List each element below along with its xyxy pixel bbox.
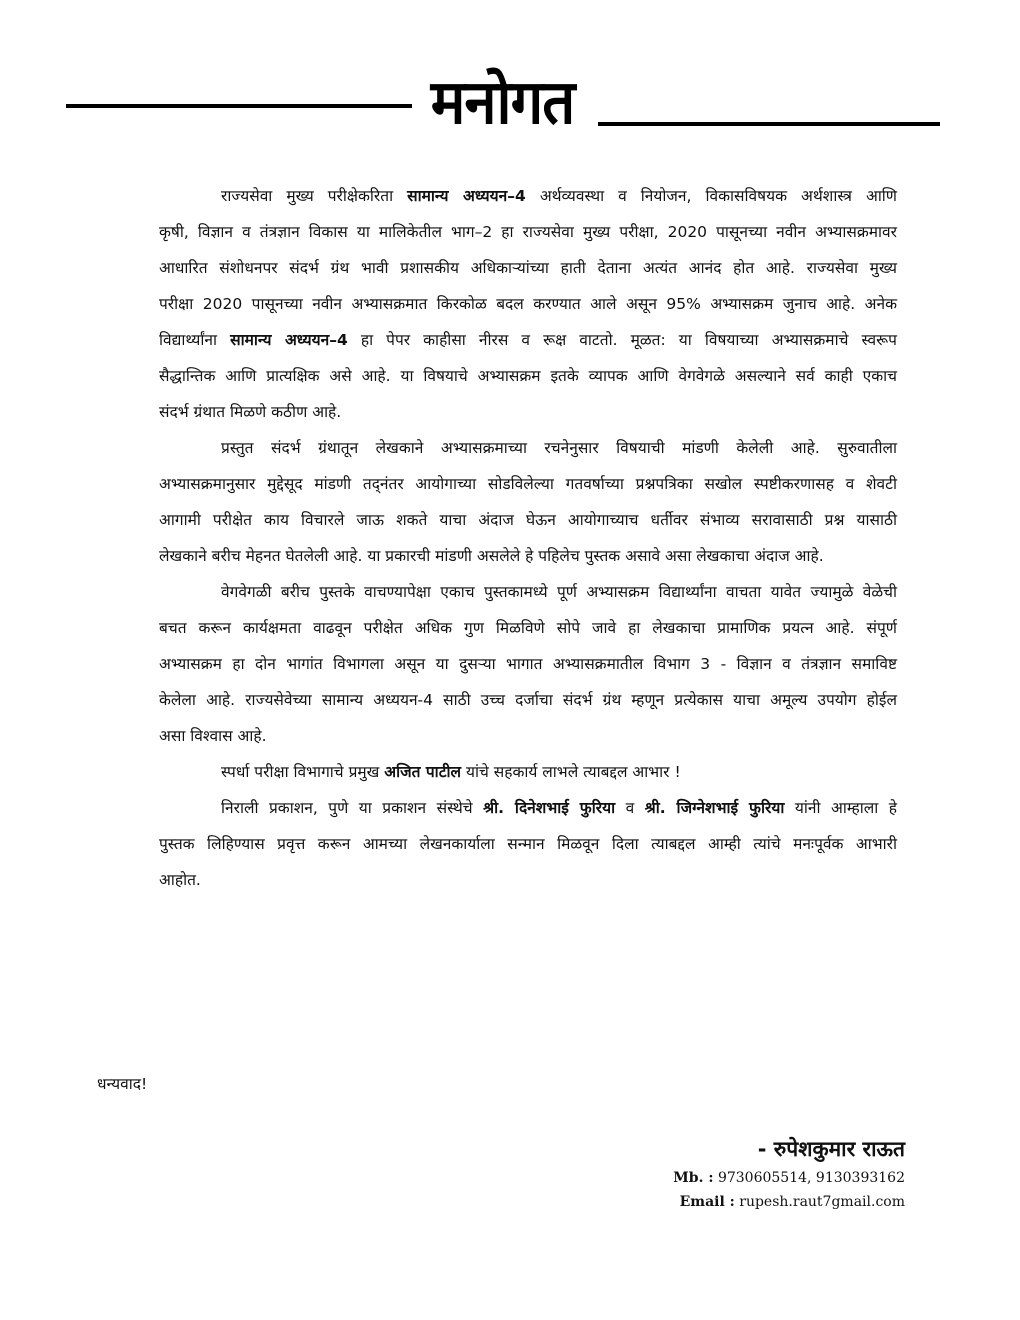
text-line — [97, 754, 897, 790]
text-line — [97, 718, 897, 754]
text-run: सैद्धान्तिक आणि प्रात्यक्षिक असे आहे. या विषयाचे अभ्यासक्रम इतके व्यापक आणि वेगवेगळे असल्याने सर्व काही एकाच — [159, 367, 897, 385]
mobile-line — [673, 1166, 905, 1190]
author-name: - रुपेशकुमार राऊत — [757, 1137, 905, 1161]
text-run: परीक्षा 2020 पासूनच्या नवीन अभ्यासक्रमात किरकोळ बदल करण्यात आले असून 95% अभ्यासक्रम जुनाच आहे. अनेक — [159, 295, 897, 313]
text-run: अभ्यासक्रम हा दोन भागांत विभागला असून या दुसऱ्या भागात अभ्यासक्रमातील विभाग 3 - विज्ञान व तंत्रज्ञान समाविष्ट — [159, 655, 897, 673]
paragraph — [97, 790, 897, 898]
text-line — [97, 502, 897, 538]
text-line — [97, 178, 897, 214]
text-line — [97, 610, 897, 646]
preface-body — [97, 178, 897, 898]
text-run: बचत करून कार्यक्षमता वाढवून परीक्षेत अधिक गुण मिळविणे सोपे जावे हा लेखकाचा प्रामाणिक प्रयत्न आहे. संपूर्ण — [159, 619, 897, 637]
email-value: rupesh.raut7gmail.com — [739, 1194, 905, 1210]
text-line — [97, 214, 897, 250]
bold-text: श्री. जिग्नेशभाई फुरिया — [644, 799, 785, 817]
text-line — [97, 538, 897, 574]
text-run: आधारित संशोधनपर संदर्भ ग्रंथ भावी प्रशासकीय अधिकाऱ्यांच्या हाती देताना अत्यंत आनंद होत आहे. राज्यसेवा मुख्य — [159, 259, 897, 277]
paragraph — [97, 574, 897, 754]
text-line — [97, 574, 897, 610]
text-run: संदर्भ ग्रंथात मिळणे कठीण आहे. — [159, 403, 342, 421]
text-run: पुस्तक लिहिण्यास प्रवृत्त करून आमच्या लेखनकार्याला सन्मान मिळवून दिला त्याबद्दल आम्ही त्यांचे मनःपूर्वक आभारी — [159, 835, 897, 853]
closing-thanks: धन्यवाद! — [97, 1075, 148, 1093]
text-run: हा पेपर काहीसा नीरस व रूक्ष वाटतो. मूळत: या विषयाच्या अभ्यासक्रमाचे स्वरूप — [347, 331, 897, 349]
text-line — [97, 394, 897, 430]
text-run: आहोत. — [159, 871, 201, 889]
paragraph — [97, 178, 897, 430]
text-run: प्रस्तुत संदर्भ ग्रंथातून लेखकाने अभ्यासक्रमाच्या रचनेनुसार विषयाची मांडणी केलेली आहे. सुरुवातीला — [221, 439, 897, 457]
text-run: वेगवेगळी बरीच पुस्तके वाचण्यापेक्षा एकाच पुस्तकामध्ये पूर्ण अभ्यासक्रम विद्यार्थ्यांना वाचता यावेत ज्यामुळे वेळेची — [221, 583, 897, 601]
bold-text: अजित पाटील — [384, 763, 462, 781]
text-run: यांचे सहकार्य लाभले त्याबद्दल आभार ! — [461, 763, 681, 781]
text-run: केलेला आहे. राज्यसेवेच्या सामान्य अध्ययन-4 साठी उच्च दर्जाचा संदर्भ ग्रंथ म्हणून प्रत्येकास याचा अमूल्य उपयोग होईल — [159, 691, 897, 709]
bold-text: सामान्य अध्ययन–4 — [407, 187, 526, 205]
text-run: अर्थव्यवस्था व नियोजन, विकासविषयक अर्थशास्त्र आणि — [525, 187, 898, 205]
email-label: Email : — [679, 1194, 735, 1210]
text-line — [97, 430, 897, 466]
text-run: राज्यसेवा मुख्य परीक्षेकरिता — [221, 187, 408, 205]
mobile-label: Mb. : — [673, 1170, 714, 1186]
paragraph — [97, 754, 897, 790]
bold-text: श्री. दिनेशभाई फुरिया — [483, 799, 616, 817]
title-rule-left — [66, 104, 412, 108]
text-run: कृषी, विज्ञान व तंत्रज्ञान विकास या मालिकेतील भाग–2 हा राज्यसेवा मुख्य परीक्षा, 2020 पासूनच्या नवीन अभ्यासक्रमावर — [159, 223, 897, 241]
text-run: लेखकाने बरीच मेहनत घेतलेली आहे. या प्रकारची मांडणी असलेले हे पहिलेच पुस्तक असावे असा लेखकाचा अंदाज आहे. — [159, 547, 824, 565]
text-line — [97, 862, 897, 898]
paragraph — [97, 430, 897, 574]
text-run: विद्यार्थ्यांना — [159, 331, 231, 349]
text-run: स्पर्धा परीक्षा विभागाचे प्रमुख — [221, 763, 385, 781]
text-line — [97, 358, 897, 394]
page-title: मनोगत — [430, 66, 575, 138]
text-line — [97, 790, 897, 826]
text-line — [97, 286, 897, 322]
text-run: अभ्यासक्रमानुसार मुद्देसूद मांडणी तद्नंतर आयोगाच्या सोडविलेल्या गतवर्षाच्या प्रश्नपत्रिका सखोल स्पष्टीकरणासह व शेवटी — [159, 475, 897, 493]
text-run: निराली प्रकाशन, पुणे या प्रकाशन संस्थेचे — [221, 799, 484, 817]
text-run: आगामी परीक्षेत काय विचारले जाऊ शकते याचा अंदाज घेऊन आयोगाच्याच धर्तीवर संभाव्य सरावासाठी प्रश्न यासाठी — [159, 511, 897, 529]
text-run: यांनी आम्हाला हे — [784, 799, 897, 817]
text-line — [97, 322, 897, 358]
text-line — [97, 646, 897, 682]
email-line — [673, 1190, 905, 1214]
mobile-value: 9730605514, 9130393162 — [717, 1170, 905, 1186]
title-rule-right — [598, 122, 940, 126]
text-line — [97, 826, 897, 862]
text-run: व — [615, 799, 645, 817]
text-line — [97, 682, 897, 718]
text-line — [97, 250, 897, 286]
bold-text: सामान्य अध्ययन–4 — [230, 331, 348, 349]
text-line — [97, 466, 897, 502]
text-run: असा विश्वास आहे. — [159, 727, 267, 745]
signature-block — [673, 1132, 905, 1214]
